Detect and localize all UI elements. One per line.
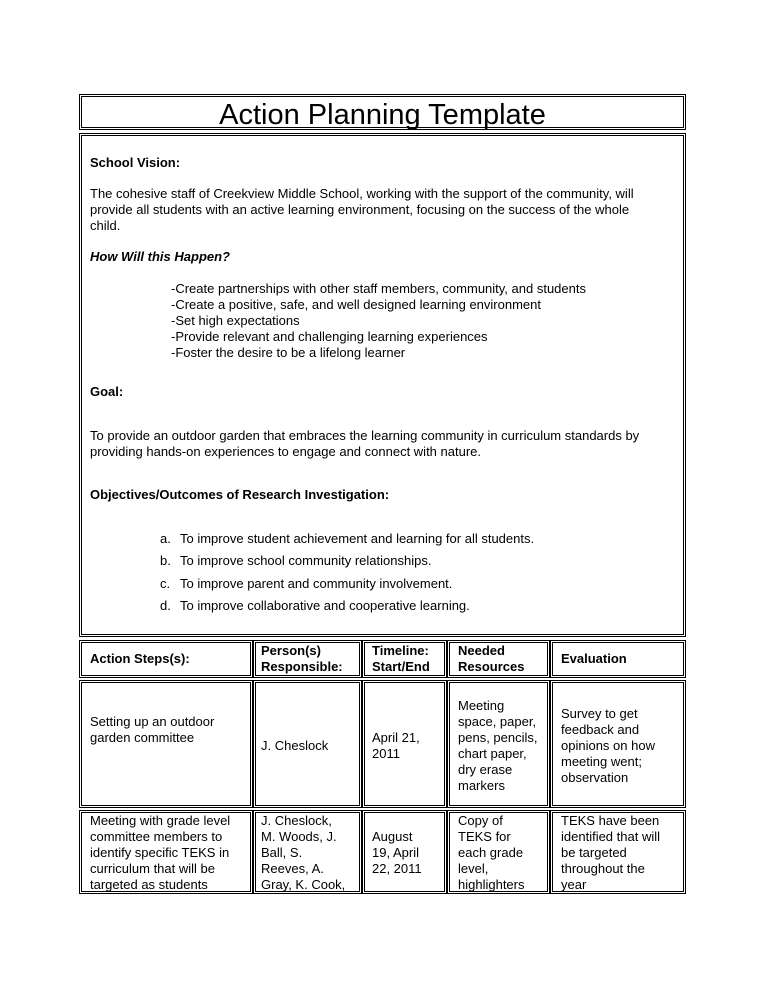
goal-text-line: To provide an outdoor garden that embraces the learning community in curriculum standards by xyxy=(90,428,640,443)
row1-resources-line: markers xyxy=(458,778,505,793)
header-timeline-line: Timeline: xyxy=(372,643,429,658)
how-heading: How Will this Happen? xyxy=(90,249,230,264)
row1-action-line: Setting up an outdoor xyxy=(90,714,215,729)
row1-person-line: J. Cheslock xyxy=(261,738,329,753)
objective-item xyxy=(160,598,470,614)
row2-evaluation-line: identified that will xyxy=(561,829,660,844)
row1-resources-line: chart paper, xyxy=(458,746,527,761)
row2-action-line: curriculum that will be xyxy=(90,861,215,876)
row1-resources-line: pens, pencils, xyxy=(458,730,538,745)
page-title: Action Planning Template xyxy=(219,99,546,131)
header-person-line: Person(s) xyxy=(261,643,321,658)
vision-text-line: The cohesive staff of Creekview Middle School, working with the support of the community, will xyxy=(90,186,634,201)
objective-item xyxy=(160,531,534,547)
row2-evaluation-line: throughout the xyxy=(561,861,645,876)
row2-resources-line: Copy of xyxy=(458,813,503,828)
row2-person-line: Gray, K. Cook, xyxy=(261,877,346,892)
objective-marker: b. xyxy=(160,553,171,568)
row1-timeline-line: 2011 xyxy=(372,746,400,761)
objective-text: To improve student achievement and learning for all students. xyxy=(180,531,535,546)
row1-resources-line: space, paper, xyxy=(458,714,537,729)
how-item: -Create a positive, safe, and well designed learning environment xyxy=(171,297,541,312)
goal-text-line: providing hands-on experiences to engage and connect with nature. xyxy=(90,444,481,459)
header-resources-line: Needed xyxy=(458,643,505,658)
objective-item xyxy=(160,576,452,592)
row2-person-line: J. Cheslock, xyxy=(261,813,332,828)
how-item: -Create partnerships with other staff members, community, and students xyxy=(171,281,586,296)
row2-person-line: Ball, S. xyxy=(261,845,303,860)
objective-text: To improve collaborative and cooperative learning. xyxy=(180,598,470,613)
how-item: -Provide relevant and challenging learning experiences xyxy=(171,329,488,344)
objective-text: To improve parent and community involvement. xyxy=(180,576,453,591)
row2-person-line: M. Woods, J. xyxy=(261,829,337,844)
header-resources-line: Resources xyxy=(458,659,525,674)
row1-evaluation-line: opinions on how xyxy=(561,738,655,753)
objective-text: To improve school community relationships. xyxy=(180,553,432,568)
row2-person-line: Reeves, A. xyxy=(261,861,324,876)
how-item: -Foster the desire to be a lifelong learner xyxy=(171,345,406,360)
objective-marker: c. xyxy=(160,576,171,591)
header-action: Action Steps(s): xyxy=(90,651,190,666)
objective-marker: a. xyxy=(160,531,171,546)
row2-action-line: targeted as students xyxy=(90,877,208,892)
how-item: -Set high expectations xyxy=(171,313,300,328)
goal-heading: Goal: xyxy=(90,384,124,399)
title-box xyxy=(79,94,686,130)
row2-evaluation-line: be targeted xyxy=(561,845,627,860)
row2-evaluation-line: year xyxy=(561,877,587,892)
row2-resources-line: level, xyxy=(458,861,489,876)
row2-resources-line: each grade xyxy=(458,845,524,860)
objectives-heading: Objectives/Outcomes of Research Investigation: xyxy=(90,487,390,502)
row1-evaluation-line: meeting went; xyxy=(561,754,642,769)
row1-timeline-line: April 21, xyxy=(372,730,420,745)
header-person-line: Responsible: xyxy=(261,659,343,674)
row2-action-line: identify specific TEKS in xyxy=(90,845,230,860)
objective-marker: d. xyxy=(160,598,171,613)
row2-timeline-line: 22, 2011 xyxy=(372,861,422,876)
vision-text-line: child. xyxy=(90,218,121,233)
row2-timeline-line: August xyxy=(372,829,413,844)
row2-resources-line: highlighters xyxy=(458,877,525,892)
row2-action-line: Meeting with grade level xyxy=(90,813,231,828)
row1-evaluation-line: Survey to get xyxy=(561,706,638,721)
row2-evaluation-line: TEKS have been xyxy=(561,813,660,828)
vision-text-line: provide all students with an active learning environment, focusing on the success of the whole xyxy=(90,202,630,217)
row2-action-line: committee members to xyxy=(90,829,223,844)
vision-heading: School Vision: xyxy=(90,155,181,170)
row1-resources-line: dry erase xyxy=(458,762,513,777)
row2-timeline-line: 19, April xyxy=(372,845,419,860)
row1-action-line: garden committee xyxy=(90,730,195,745)
row1-resources-line: Meeting xyxy=(458,698,505,713)
objective-item xyxy=(160,553,431,569)
header-evaluation: Evaluation xyxy=(561,651,627,666)
row1-evaluation-line: observation xyxy=(561,770,629,785)
row2-resources-line: TEKS for xyxy=(458,829,511,844)
row1-evaluation-line: feedback and xyxy=(561,722,640,737)
header-timeline-line: Start/End xyxy=(372,659,430,674)
